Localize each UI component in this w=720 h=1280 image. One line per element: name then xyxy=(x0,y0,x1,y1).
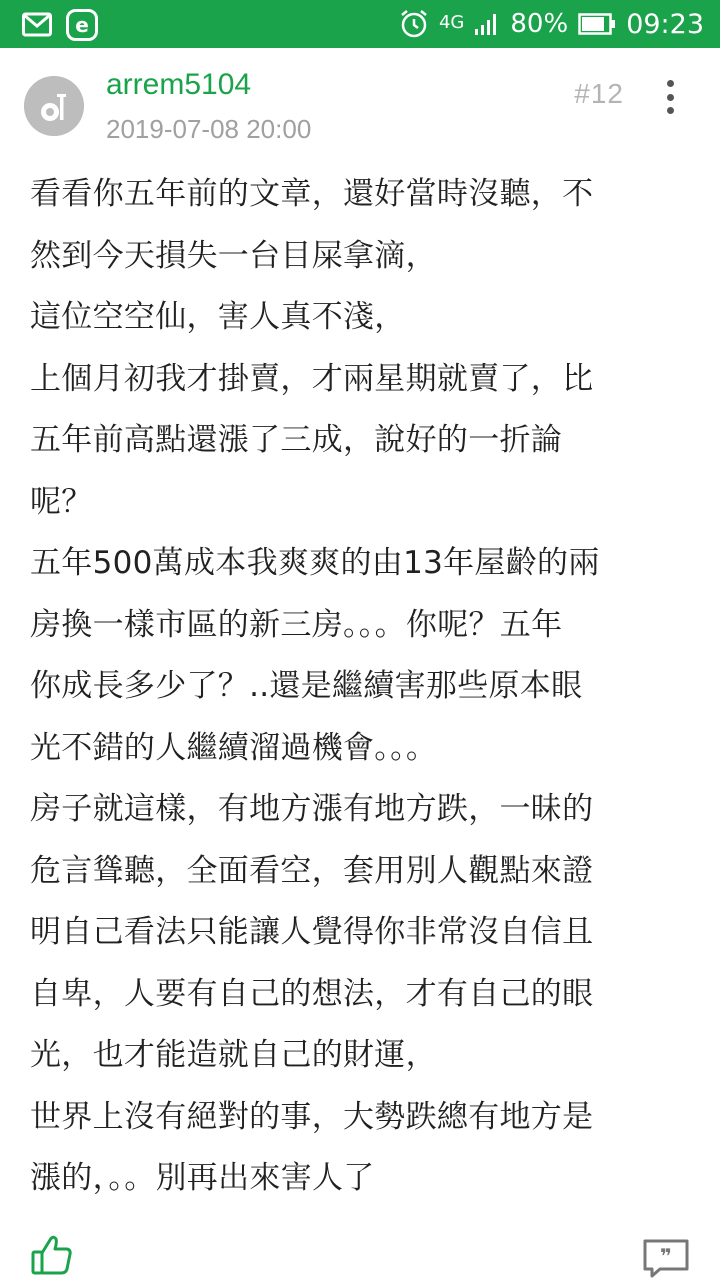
battery-icon xyxy=(578,13,616,35)
alarm-icon xyxy=(399,9,429,39)
more-dot-icon xyxy=(667,94,674,101)
post-timestamp: 2019-07-08 20:00 xyxy=(106,114,312,144)
post-body xyxy=(30,164,700,1210)
like-button[interactable] xyxy=(30,1232,74,1276)
status-bar xyxy=(0,0,720,48)
battery-percent: 80% xyxy=(510,9,569,39)
post-line: 房換一樣市區的新三房。。。你呢？五年 xyxy=(30,606,563,643)
post-line: 光，也才能造就自己的財運， xyxy=(30,1037,437,1073)
post-line: 你成長多少了？..還是繼續害那些原本眼 xyxy=(30,668,583,704)
more-options-button[interactable] xyxy=(660,80,680,114)
post-line: 自卑，人要有自己的想法，才有自己的眼 xyxy=(30,975,594,1012)
post-line: 看看你五年前的文章，還好當時沒聽，不 xyxy=(30,176,594,212)
comment-button[interactable] xyxy=(642,1238,690,1278)
svg-text:e: e xyxy=(75,13,89,37)
post-line: 危言聳聽，全面看空，套用別人觀點來證 xyxy=(30,852,594,889)
thumbs-up-icon xyxy=(30,1232,74,1276)
post-line: 五年前高點還漲了三成，說好的一折論 xyxy=(30,422,563,458)
username[interactable]: arrem5104 xyxy=(106,68,252,101)
floor-number: #12 xyxy=(574,78,624,109)
gmail-icon xyxy=(22,11,52,39)
post-line: 光不錯的人繼續溜過機會。。。 xyxy=(30,729,438,766)
post-line: 房子就這樣，有地方漲有地方跌，一昧的 xyxy=(30,791,594,827)
network-type: 4G xyxy=(438,11,465,33)
svg-text:❞: ❞ xyxy=(660,1244,672,1268)
default-avatar-icon xyxy=(24,76,84,136)
comment-quote-icon xyxy=(642,1238,690,1278)
post-line: 呢？ xyxy=(30,483,93,520)
post-line: 這位空空仙，害人真不淺， xyxy=(30,299,406,335)
clock: 09:23 xyxy=(626,8,704,40)
post-line: 漲的，。。別再出來害人了 xyxy=(30,1160,375,1196)
post-line: 明自己看法只能讓人覺得你非常沒自信且 xyxy=(30,914,594,950)
post-line: 上個月初我才掛賣，才兩星期就賣了，比 xyxy=(30,360,594,397)
more-dot-icon xyxy=(667,80,674,87)
post-line: 五年500萬成本我爽爽的由13年屋齡的兩 xyxy=(30,545,600,581)
more-dot-icon xyxy=(667,107,674,114)
signal-icon xyxy=(474,12,500,36)
post-line: 然到今天損失一台目屎拿滴， xyxy=(30,237,437,274)
post-line: 世界上沒有絕對的事，大勢跌總有地方是 xyxy=(30,1098,594,1135)
app-e-icon xyxy=(66,9,98,41)
avatar[interactable] xyxy=(24,76,84,136)
